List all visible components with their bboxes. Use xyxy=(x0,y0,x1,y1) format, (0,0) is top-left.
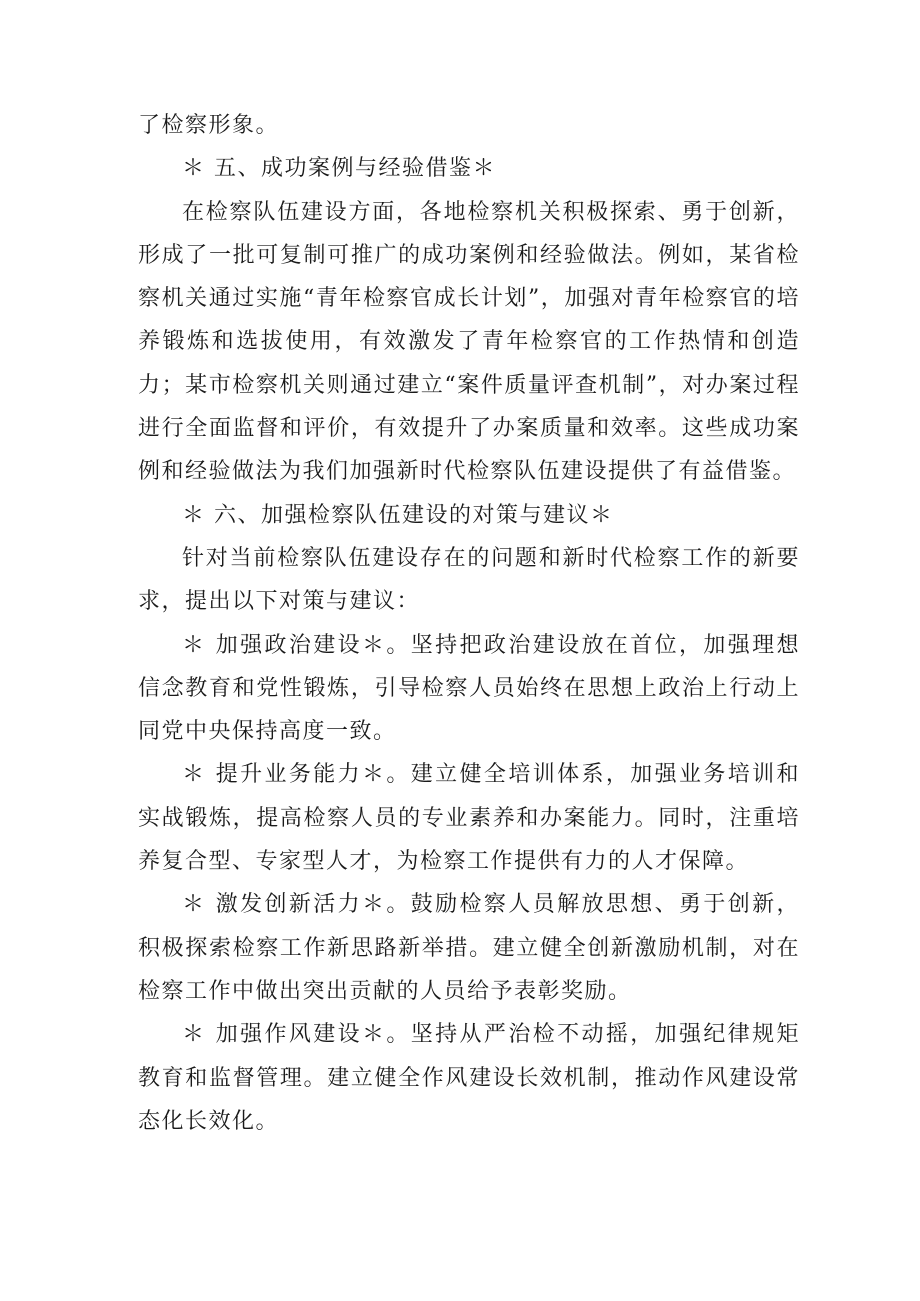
paragraph-continuation: 了检察形象。 xyxy=(138,113,280,138)
section-heading-five: ＊ 五、成功案例与经验借鉴＊ xyxy=(182,156,496,182)
document-page xyxy=(138,104,800,1143)
paragraph-work-style: ＊ 加强作风建设＊。坚持从严治检不动摇，加强纪律规矩教育和监督管理。建立健全作风建设长效机制，推动作风建设常态化长效化。 xyxy=(138,1022,800,1134)
paragraph-business-ability: ＊ 提升业务能力＊。建立健全培训体系，加强业务培训和实战锻炼，提高检察人员的专业素养和办案能力。同时，注重培养复合型、专家型人才，为检察工作提供有力的人才保障。 xyxy=(138,762,800,875)
paragraph-intro-suggestions: 针对当前检察队伍建设存在的问题和新时代检察工作的新要求，提出以下对策与建议： xyxy=(138,545,800,615)
paragraph-political-building: ＊ 加强政治建设＊。坚持把政治建设放在首位，加强理想信念教育和党性锻炼，引导检察人员始终在思想上政治上行动上同党中央保持高度一致。 xyxy=(138,632,800,745)
paragraph-case-studies: 在检察队伍建设方面，各地检察机关积极探索、勇于创新，形成了一批可复制可推广的成功案例和经验做法。例如，某省检察机关通过实施“青年检察官成长计划”，加强对青年检察官的培养锻炼和选拔使用，有效激发了青年检察官的工作热情和创造力；某市检察机关则通过建立“案件质量评查机制”，对办案过程进行全面监督和评价，有效提升了办案质量和效率。这些成功案例和经验做法为我们加强新时代检察队伍建设提供了有益借鉴。 xyxy=(138,199,800,485)
section-heading-six: ＊ 六、加强检察队伍建设的对策与建议＊ xyxy=(182,502,614,528)
paragraph-innovation: ＊ 激发创新活力＊。鼓励检察人员解放思想、勇于创新，积极探索检察工作新思路新举措。建立健全创新激励机制，对在检察工作中做出突出贡献的人员给予表彰奖励。 xyxy=(138,892,800,1004)
